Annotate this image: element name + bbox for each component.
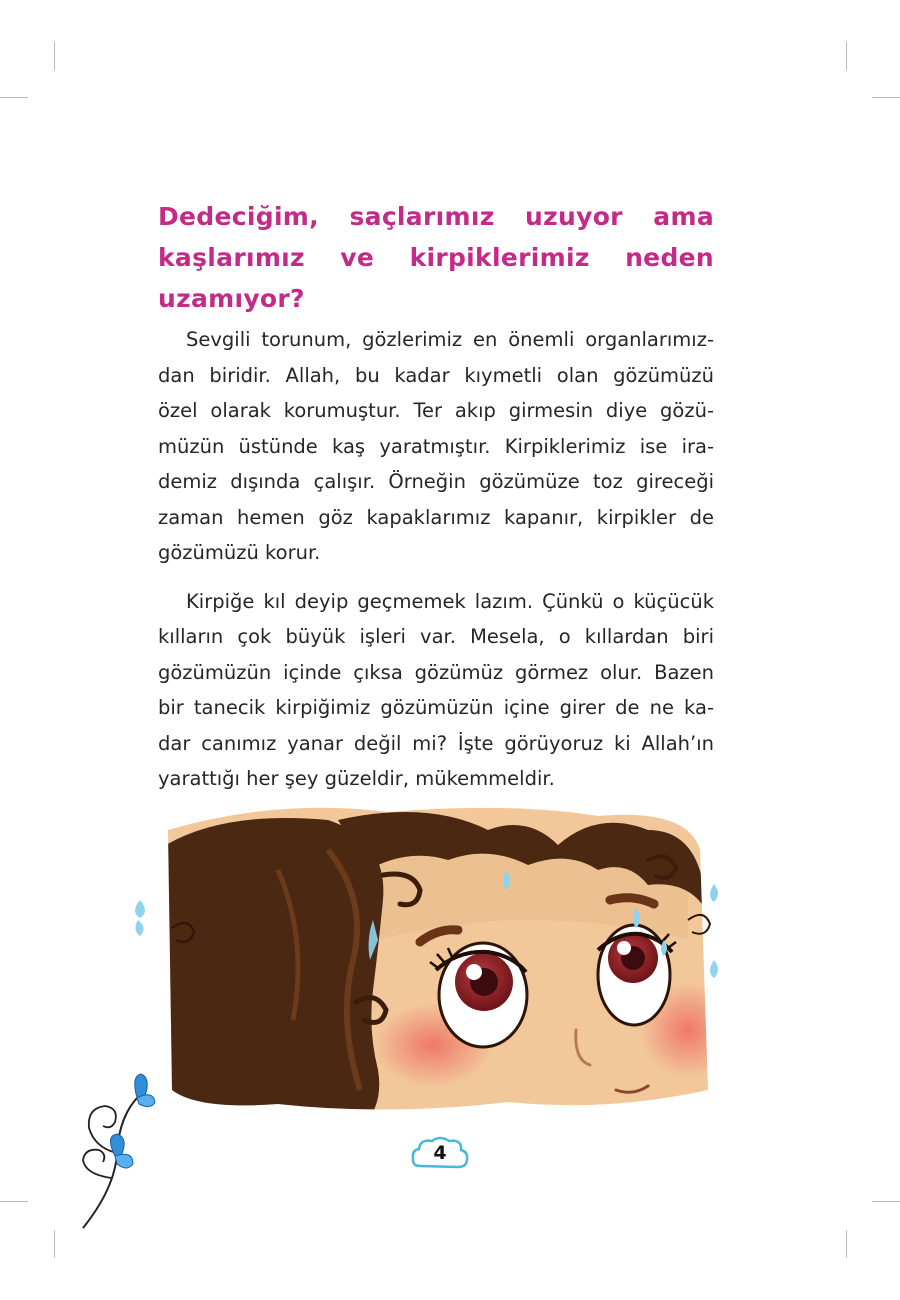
paragraph-2-line-2: kılların çok büyük işleri var. Mesela, o kıllardan biri bbox=[158, 625, 714, 648]
paragraph-2 bbox=[158, 584, 714, 797]
crop-mark-top-left-vertical bbox=[54, 42, 55, 70]
sweat-drop-1 bbox=[135, 900, 145, 918]
paragraph-1-line-2: dan biridir. Allah, bu kadar kıymetli olan gözümüzü bbox=[158, 363, 714, 387]
crop-mark-top-right-horizontal bbox=[872, 97, 900, 98]
question-title-line-2: kaşlarımız ve kirpiklerimiz neden uzamıyor? bbox=[158, 243, 714, 313]
paragraph-1-line-7: gözümüzü korur. bbox=[158, 541, 321, 564]
question-title bbox=[158, 196, 714, 319]
sweat-drop-4 bbox=[710, 960, 718, 978]
blue-butterflies-icon bbox=[75, 1068, 165, 1233]
crop-mark-bottom-right-horizontal bbox=[872, 1201, 900, 1202]
page-number-badge bbox=[410, 1134, 470, 1172]
sweat-drop-3 bbox=[710, 884, 718, 902]
paragraph-2-line-6: yarattığı her şey güzeldir, mükemmeldir. bbox=[158, 767, 555, 790]
crop-mark-bottom-left-vertical bbox=[54, 1230, 55, 1258]
paragraph-1-line-4: müzün üstünde kaş yaratmıştır. Kirpiklerimiz ise ira- bbox=[158, 434, 714, 458]
sweat-drop-2 bbox=[135, 920, 143, 936]
crop-mark-bottom-right-vertical bbox=[846, 1230, 847, 1258]
paragraph-1-line-6: zaman hemen göz kapaklarımız kapanır, kirpikler de bbox=[158, 505, 714, 529]
crop-mark-bottom-left-horizontal bbox=[0, 1201, 28, 1202]
page-number: 4 bbox=[433, 1142, 447, 1164]
butterfly-top bbox=[135, 1074, 155, 1107]
paragraph-2-line-1: Kirpiğe kıl deyip geçmemek lazım. Çünkü o küçücük bbox=[186, 589, 714, 613]
paragraph-2-line-4: bir tanecik kirpiğimiz gözümüzün içine girer de ne ka- bbox=[158, 696, 714, 719]
question-title-line-1: Dedeciğim, saçlarımız uzuyor ama bbox=[158, 202, 714, 231]
paragraph-1-line-1: Sevgili torunum, gözlerimiz en önemli organlarımız- bbox=[186, 328, 714, 351]
answer-text bbox=[158, 322, 714, 810]
paragraph-1 bbox=[158, 322, 714, 571]
paragraph-1-line-5: demiz dışında çalışır. Örneğin gözümüze toz gireceği bbox=[158, 470, 714, 493]
butterfly-bottom bbox=[110, 1134, 133, 1168]
paragraph-1-line-3: özel olarak korumuştur. Ter akıp girmesin diye gözü- bbox=[158, 399, 714, 422]
paragraph-2-line-3: gözümüzün içinde çıksa gözümüz görmez olur. Bazen bbox=[158, 660, 714, 684]
crop-mark-top-left-horizontal bbox=[0, 97, 28, 98]
paragraph-2-line-5: dar canımız yanar değil mi? İşte görüyoruz ki Allah’ın bbox=[158, 731, 714, 755]
sweating-child-face-illustration bbox=[128, 790, 728, 1125]
crop-mark-top-right-vertical bbox=[846, 42, 847, 70]
